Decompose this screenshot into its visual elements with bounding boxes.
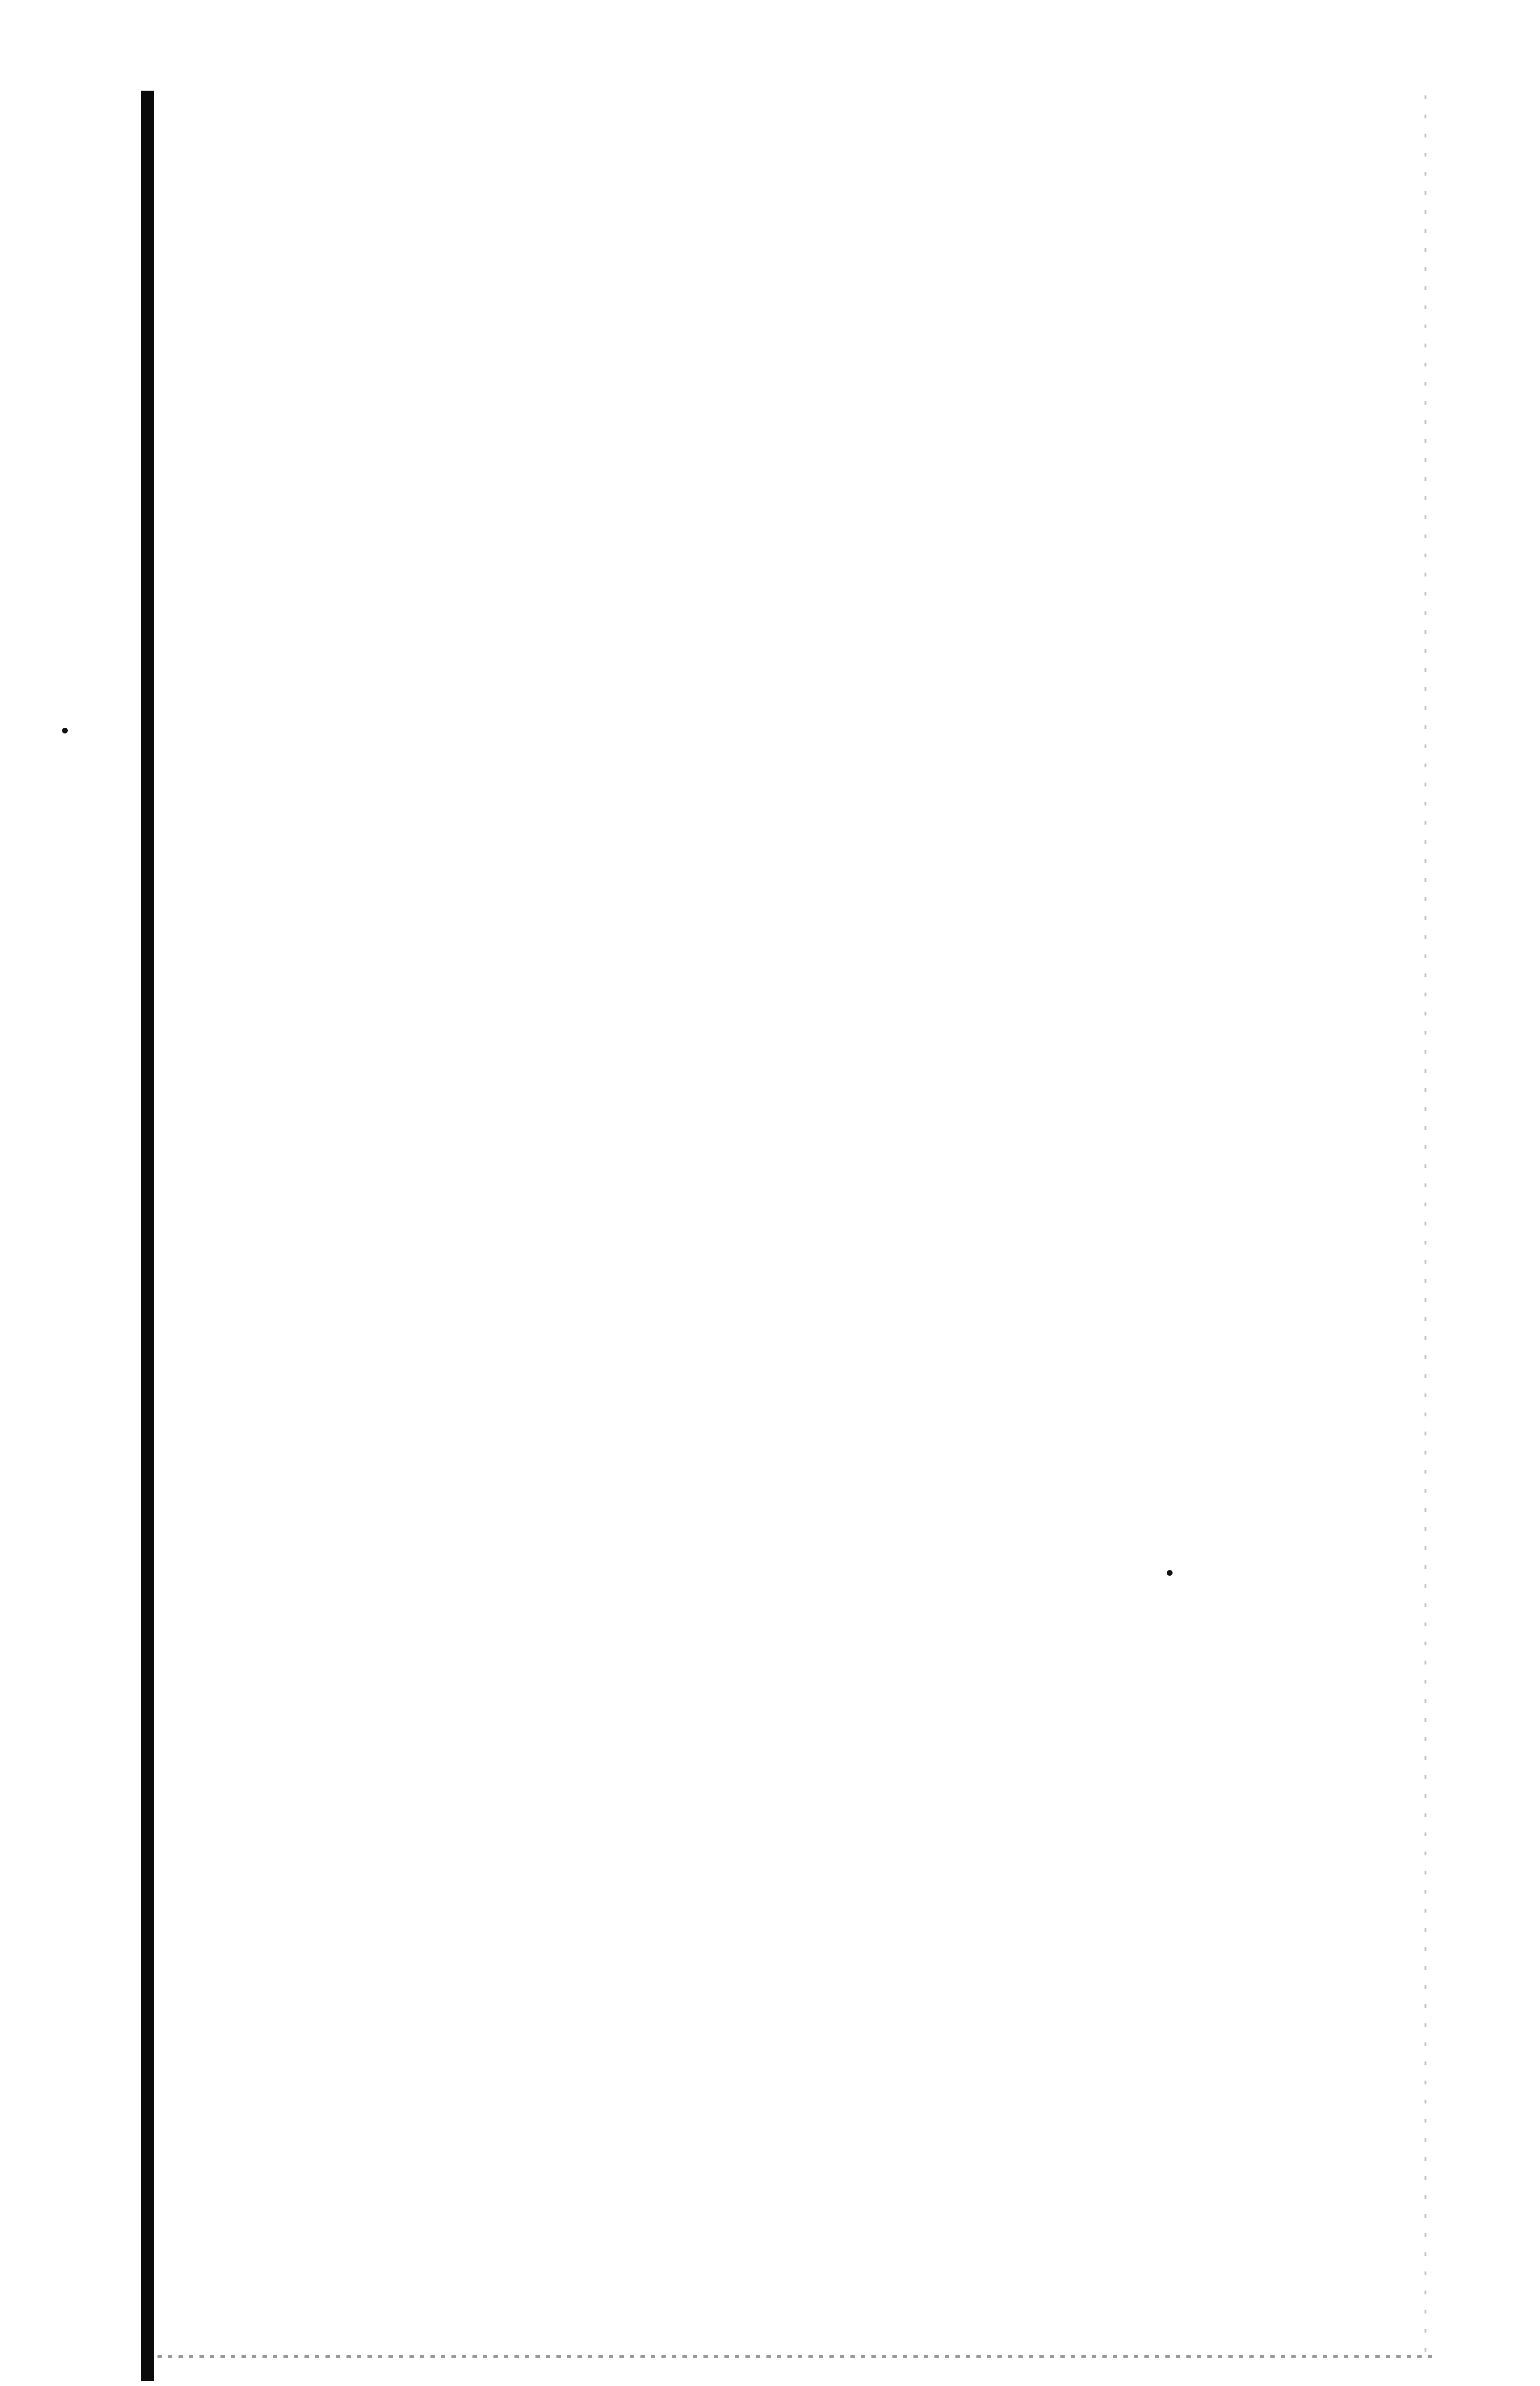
page-right-edge [1425,95,1426,2357]
running-title [396,246,1141,289]
speck-dot [1167,1570,1173,1576]
page-number [1062,241,1119,289]
speck-dot [62,728,68,733]
page-bottom-edge [157,2355,1436,2358]
binding-shadow [141,91,154,2381]
